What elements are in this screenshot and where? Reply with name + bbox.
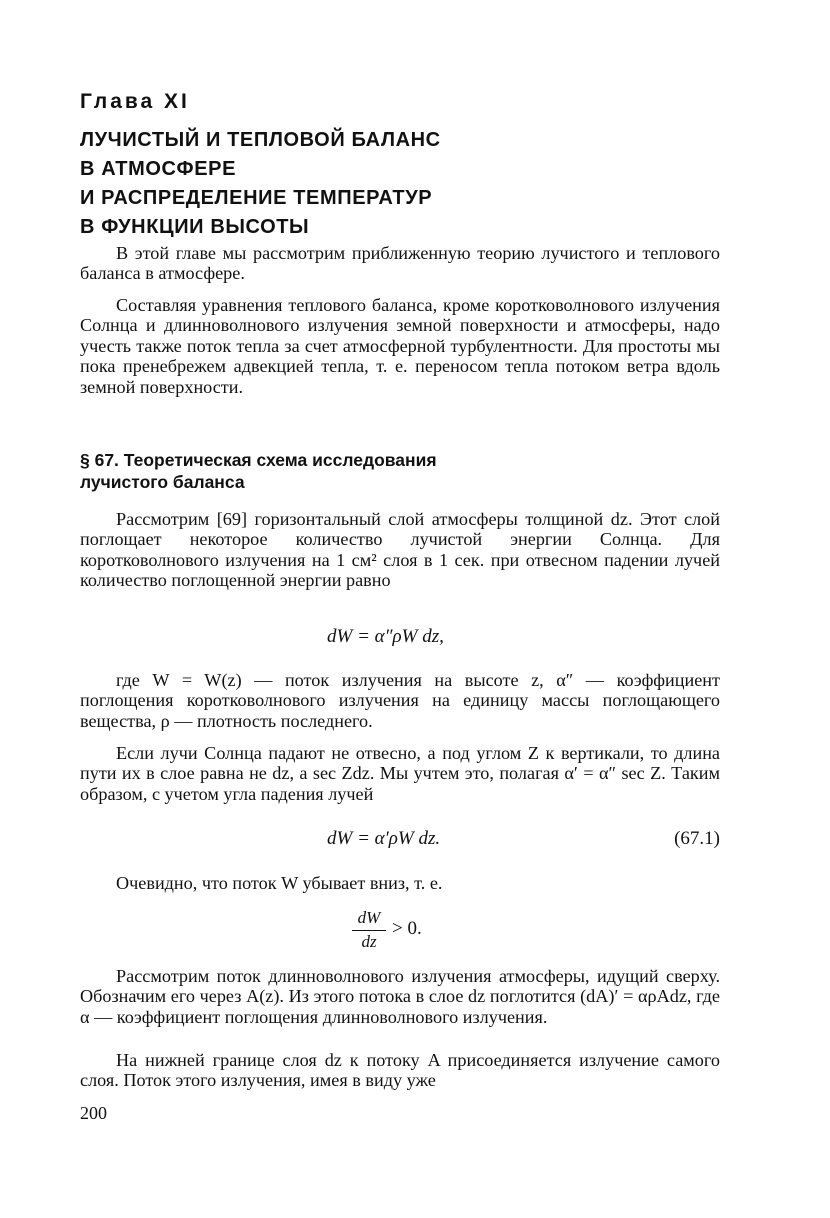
body-paragraph: Если лучи Солнца падают не отвесно, а под углом Z к вертикали, то длина пути их в слое равна не dz, а sec Zdz. Мы учтем это, полагая α′ = α″ sec Z. Таким образом, с учетом угла падения лучей [80,743,720,804]
formula: dW = α″ρW dz, [327,626,444,647]
chapter-title-line: ЛУЧИСТЫЙ И ТЕПЛОВОЙ БАЛАНС [80,129,441,151]
body-paragraph: На нижней границе слоя dz к потоку A присоединяется излучение самого слоя. Поток этого излучения, имея в виду уже [80,1050,720,1091]
fraction-denominator: dz [361,932,377,951]
fraction-numerator: dW [357,908,381,927]
body-paragraph: Рассмотрим поток длинноволнового излучения атмосферы, идущий сверху. Обозначим его через A(z). Из этого потока в слое dz поглотится (dA)′ = αρAdz, где α — коэффициент поглощения длинноволнового излучения. [80,966,720,1027]
page-number: 200 [80,1103,107,1123]
chapter-title-line: В АТМОСФЕРЕ [80,158,237,180]
chapter-label: Глава XI [80,90,190,113]
intro-paragraph: В этой главе мы рассмотрим приближенную теорию лучистого и теплового баланса в атмосфере. [80,243,720,284]
body-paragraph: где W = W(z) — поток излучения на высоте z, α″ — коэффициент поглощения коротковолнового излучения на единицу массы поглощающего вещества, ρ — плотность последнего. [80,670,720,731]
chapter-title [80,126,580,242]
section-heading [80,449,550,493]
fraction-bar [352,930,386,931]
body-paragraph: Рассмотрим [69] горизонтальный слой атмосферы толщиной dz. Этот слой поглощает некоторое количество лучистой энергии Солнца. Для коротковолнового излучения на 1 см² слоя в 1 сек. при отвесном падении лучей количество поглощенной энергии равно [80,509,720,591]
section-heading-line: лучистого баланса [80,472,245,492]
intro-paragraph: Составляя уравнения теплового баланса, кроме коротковолнового излучения Солнца и длинноволнового излучения земной поверхности и атмосферы, надо учесть также поток тепла за счет атмосферной турбулентности. Для простоты мы пока пренебрежем адвекцией тепла, т. е. переносом тепла потоком ветра вдоль земной поверхности. [80,295,720,397]
body-paragraph: Очевидно, что поток W убывает вниз, т. е. [116,873,443,893]
fraction-rhs: > 0. [392,918,422,939]
equation-number: (67.1) [674,828,720,849]
chapter-title-line: И РАСПРЕДЕЛЕНИЕ ТЕМПЕРАТУР [80,187,433,209]
section-heading-line: § 67. Теоретическая схема исследования [80,450,437,470]
formula: dW = α′ρW dz. [327,828,441,849]
chapter-title-line: В ФУНКЦИИ ВЫСОТЫ [80,216,310,238]
